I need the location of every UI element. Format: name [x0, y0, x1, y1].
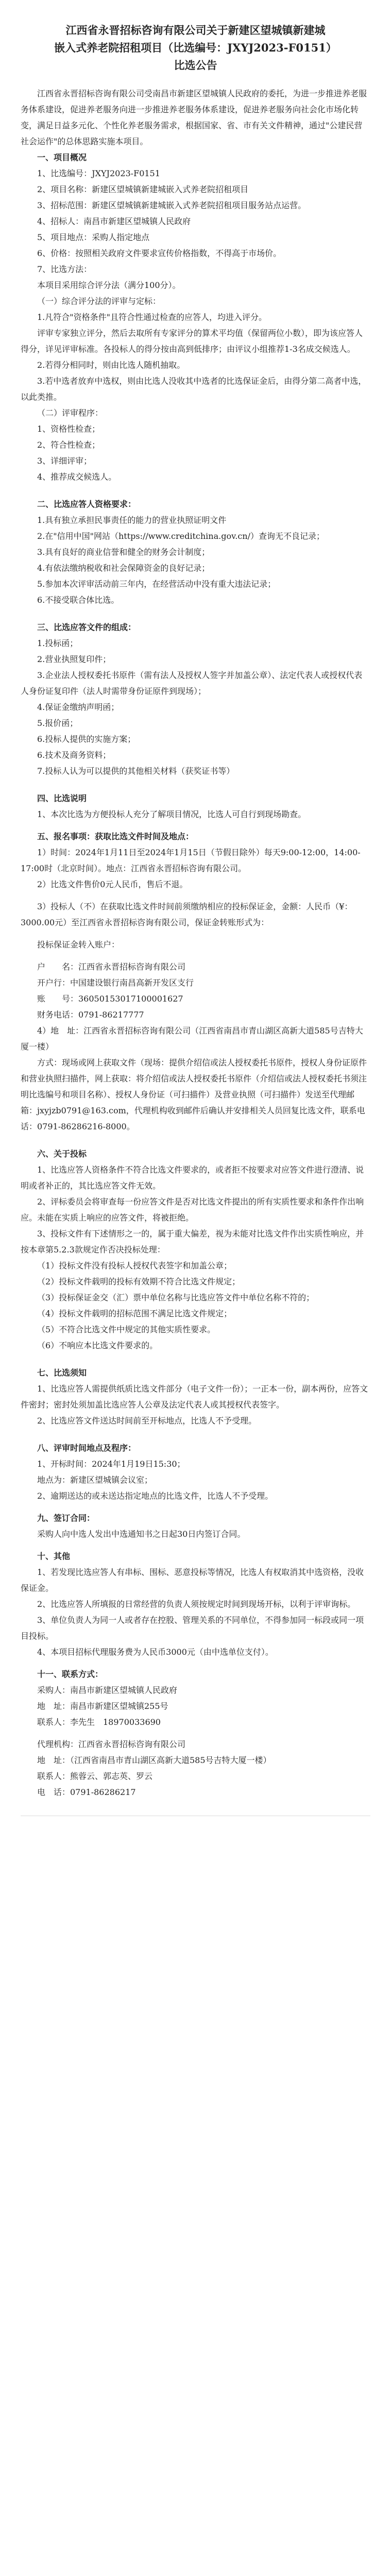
paragraph: 1.投标函；	[37, 638, 78, 648]
title-line-3: 比选公告	[174, 59, 217, 72]
paragraph: 2、项目名称：新建区望城镇新建城嵌入式养老院招租项目	[37, 184, 249, 194]
paragraph: 方式：现场或网上获取文件（现场：提供介绍信或法人授权委托书原件，授权人身份证原件和营业执照扫描件，网上获取：将介绍信或法人授权委托书原件（介绍信或法人授权委托书须注明比选编号和项目名称）、授权人身份证（可扫描件）及营业执照（可扫描件）发送至代理邮箱：jxyjzb0791@163.com，代理机构收到邮件后确认并安排相关人员回复比选文件，联系电话：0791-86286216-8000。	[21, 1058, 367, 1131]
paragraph: （3）投标保证金交（汇）票中单位名称与比选应答文件中单位名称不符的；	[37, 1293, 315, 1302]
paragraph: 4.有依法缴纳税收和社会保障资金的良好记录；	[37, 563, 210, 573]
section-heading: 七、比选须知	[37, 1368, 87, 1378]
paragraph: 2、评标委员会将审查每一份应答文件是否对比选文件提出的所有实质性要求和条件作出响应。未能在实质上响应的应答文件，将被拒绝。	[21, 1197, 364, 1223]
section-contract	[21, 1510, 370, 1542]
paragraph: 1、资格性检查；	[37, 424, 100, 434]
purchaser-contact: 联系人：李先生 18970033690	[37, 1717, 161, 1727]
intro-paragraph: 江西省永晋招标咨询有限公司受南昌市新建区望城镇人民政府的委托，为进一步推进养老服务体系建设，促进养老服务向进一步推进养老服务体系建设，促进养老服务向社会化市场化转变，满足日益多元化、个性化养老服务需求，根据国家、省、市有关文件精神，通过"公建民营社会运作"的总体思路实施本项目。	[21, 89, 367, 146]
paragraph: 1、本次比选为方便投标人充分了解项目情况，比选人可自行到现场勘查。	[37, 809, 307, 819]
section-other	[21, 1548, 370, 1660]
paragraph: 采购人向中选人发出中选通知书之日起30日内签订合同。	[37, 1529, 246, 1539]
paragraph: 1.凡符合"资格条件"且符合性通过检查的应答人，均进入评分。	[37, 312, 267, 322]
paragraph: 2.营业执照复印件；	[37, 654, 111, 664]
paragraph: 7、比选方法：	[37, 264, 92, 274]
purchaser-address: 地 址：南昌市新建区望城镇255号	[37, 1701, 168, 1711]
paragraph: 4、本项目招标代理服务费为人民币3000元（由中选单位支付）。	[37, 1647, 274, 1657]
paragraph: 评审专家独立评分，然后去取所有专家评分的算术平均值（保留两位小数），即为该应答人得分，详见评审标准。各投标人的得分按由高到低排序；由评议小组推荐1-3名成交候选人。	[21, 328, 363, 354]
section-qualifications	[21, 496, 370, 608]
paragraph: 7.投标人认为可以提供的其他相关材料（获奖证书等）	[37, 766, 235, 776]
paragraph: 6.技术及商务资料；	[37, 750, 111, 760]
paragraph: 3、投标文件有下述情形之一的，属于重大偏差，视为未能对比选文件作出实质性响应，并按本章第5.2.3款规定作否决投标处理：	[21, 1229, 364, 1255]
paragraph: 3.若中选者放弃中选权，则由比选人没收其中选者的比选保证金后，由得分第二高者中选，以此类推。	[21, 376, 367, 402]
account-number: 账 号：36050153017100001627	[37, 994, 183, 1004]
paragraph: 3）投标人（不）在获取比选文件时间前须缴纳相应的投标保证金，金额：人民币（¥：3000.00元）至江西省永晋招标咨询有限公司，保证金转账形式为：	[21, 902, 353, 927]
title-line-2: 嵌入式养老院招租项目（比选编号：JXYJ2023-F0151）	[54, 41, 337, 54]
paragraph: （1）投标文件没有投标人授权代表签字和加盖公章；	[37, 1261, 232, 1270]
paragraph: 1.具有独立承担民事责任的能力的营业执照证明文件	[37, 515, 227, 525]
agency-address: 地 址：（江西省南昌市青山湖区高新大道585号吉特大厦一楼）	[37, 1755, 271, 1765]
paragraph: （4）投标文件载明的招标范围不满足比选文件规定；	[37, 1309, 232, 1318]
agency-phone: 电 话：0791-86286217	[37, 1787, 136, 1797]
section-document-composition	[21, 619, 370, 779]
section-heading: 十一、联系方式：	[37, 1669, 104, 1679]
paragraph: 地点为：新建区望城镇会议室；	[37, 1475, 153, 1485]
paragraph: （2）投标文件载明的投标有效期不符合比选文件规定；	[37, 1277, 241, 1286]
paragraph: 2.在"信用中国"网站（https://www.creditchina.gov.cn/）查询无不良记录；	[37, 531, 325, 541]
agency-name: 代理机构：江西省永晋招标咨询有限公司	[37, 1739, 186, 1749]
agency-contact: 联系人：熊蓉云、郭志英、罗云	[37, 1771, 153, 1781]
finance-phone: 财务电话：0791-86217777	[37, 1010, 144, 1020]
paragraph: （5）不符合比选文件中规定的其他实质性要求。	[37, 1325, 216, 1334]
paragraph: 3、单位负责人为同一人或者存在控股、管理关系的不同单位，不得参加同一标段或同一项目投标。	[21, 1615, 364, 1641]
section-heading: 二、比选应答人资格要求：	[37, 499, 137, 509]
section-project-overview	[21, 149, 370, 485]
paragraph: 2.若得分相同时，则由比选人随机抽取。	[37, 360, 185, 370]
paragraph: 3、详细评审；	[37, 456, 92, 466]
purchaser-name: 采购人：南昌市新建区望城镇人民政府	[37, 1685, 178, 1695]
paragraph: 4）地 址：江西省永晋招标咨询有限公司（江西省南昌市青山湖区高新大道585号吉特大厦一楼）	[21, 1026, 363, 1052]
section-instructions	[21, 1365, 370, 1429]
section-heading: 九、签订合同：	[37, 1513, 95, 1523]
section-heading: 一、项目概况	[37, 152, 87, 162]
paragraph: 5.参加本次评审活动前三年内，在经营活动中没有重大违法记录；	[37, 579, 276, 589]
paragraph: 6、价格：按照相关政府文件要求宣传价格指数，不得高于市场价。	[37, 248, 282, 258]
paragraph: 1、若发现比选应答人有串标、围标、恶意投标等情况，比选人有权取消其中选资格，没收保证金。	[21, 1567, 364, 1593]
paragraph: 3、招标范围：新建区望城镇新建城嵌入式养老院招租项目服务站点运营。	[37, 200, 307, 210]
paragraph: 5.报价函；	[37, 718, 78, 728]
paragraph: 1、比选应答人资格条件不符合比选文件要求的，或者拒不按要求对应答文件进行澄清、说明或者补正的，其比选应答文件无效。	[21, 1165, 364, 1191]
section-heading: 八、评审时间地点及程序：	[37, 1443, 137, 1453]
paragraph: 6.不接受联合体比选。	[37, 595, 120, 605]
paragraph: 2）比选文件售价0元人民币，售后不退。	[37, 879, 188, 889]
section-evaluation	[21, 1440, 370, 1504]
paragraph: 2、比选应答人所填报的日常经营的负责人须按规定时间到现场开标，以利于评审询标。	[37, 1599, 356, 1609]
paragraph: 5、项目地点：采购人指定地点	[37, 232, 150, 242]
paragraph: 4.保证金缴纳声明函；	[37, 702, 120, 712]
paragraph: （二）评审程序：	[37, 408, 104, 418]
paragraph: 1、比选应答人需提供纸质比选文件部分（电子文件一份）；一正本一份，副本两份，应答文件密封；密封处须加盖比选应答人公章及法定代表人或其授权代表签字。	[21, 1384, 368, 1410]
paragraph: 1、比选编号：JXYJ2023-F0151	[37, 168, 160, 178]
account-bank: 开户行：中国建设银行南昌高新开发区支行	[37, 978, 194, 988]
paragraph: （一）综合评分法的评审与定标：	[37, 296, 161, 306]
section-heading: 四、比选说明	[37, 793, 87, 803]
paragraph: 4、推荐成交候选人。	[37, 472, 117, 482]
paragraph: 4、招标人：南昌市新建区望城镇人民政府	[37, 216, 191, 226]
section-registration	[21, 828, 370, 1134]
section-heading: 六、关于投标	[37, 1149, 87, 1159]
section-heading: 三、比选应答文件的组成：	[37, 622, 137, 632]
section-heading: 十、其他	[37, 1551, 71, 1561]
section-bidding	[21, 1146, 370, 1353]
paragraph: 3.具有良好的商业信誉和健全的财务会计制度；	[37, 547, 210, 557]
paragraph: 本项目采用综合评分法（满分100分）。	[37, 280, 181, 290]
paragraph: 投标保证金转入账户：	[37, 940, 120, 950]
account-name: 户 名：江西省永晋招标咨询有限公司	[37, 962, 186, 972]
section-contacts	[21, 1666, 370, 1800]
document-title	[26, 22, 365, 74]
section-heading: 五、报名事项：获取比选文件时间及地点：	[37, 832, 194, 841]
paragraph: 2、比选应答文件送达时间前至开标地点，比选人不予受理。	[37, 1416, 257, 1426]
paragraph: 2、符合性检查；	[37, 440, 100, 450]
paragraph: （6）不响应本比选文件要求的。	[37, 1341, 158, 1350]
section-notes	[21, 790, 370, 822]
paragraph: 2、逾期送达的或未送达指定地点的比选文件，比选人不予受理。	[37, 1491, 274, 1501]
title-line-1: 江西省永晋招标咨询有限公司关于新建区望城镇新建城	[65, 24, 326, 37]
paragraph: 1）时间：2024年1月11日至2024年1月15日（节假日除外）每天9:00-12:00，14:00-17:00时（北京时间）。地点：江西省永晋招标咨询有限公司。	[21, 848, 361, 873]
paragraph: 3.企业法人授权委托书原件（需有法人及授权人签字并加盖公章）、法定代表人或授权代表人身份证复印件（法人时需带身份证原件到现场）；	[21, 670, 363, 696]
paragraph: 1、开标时间：2024年1月19日15:30；	[37, 1459, 185, 1469]
paragraph: 6.投标人提供的实施方案；	[37, 734, 136, 744]
